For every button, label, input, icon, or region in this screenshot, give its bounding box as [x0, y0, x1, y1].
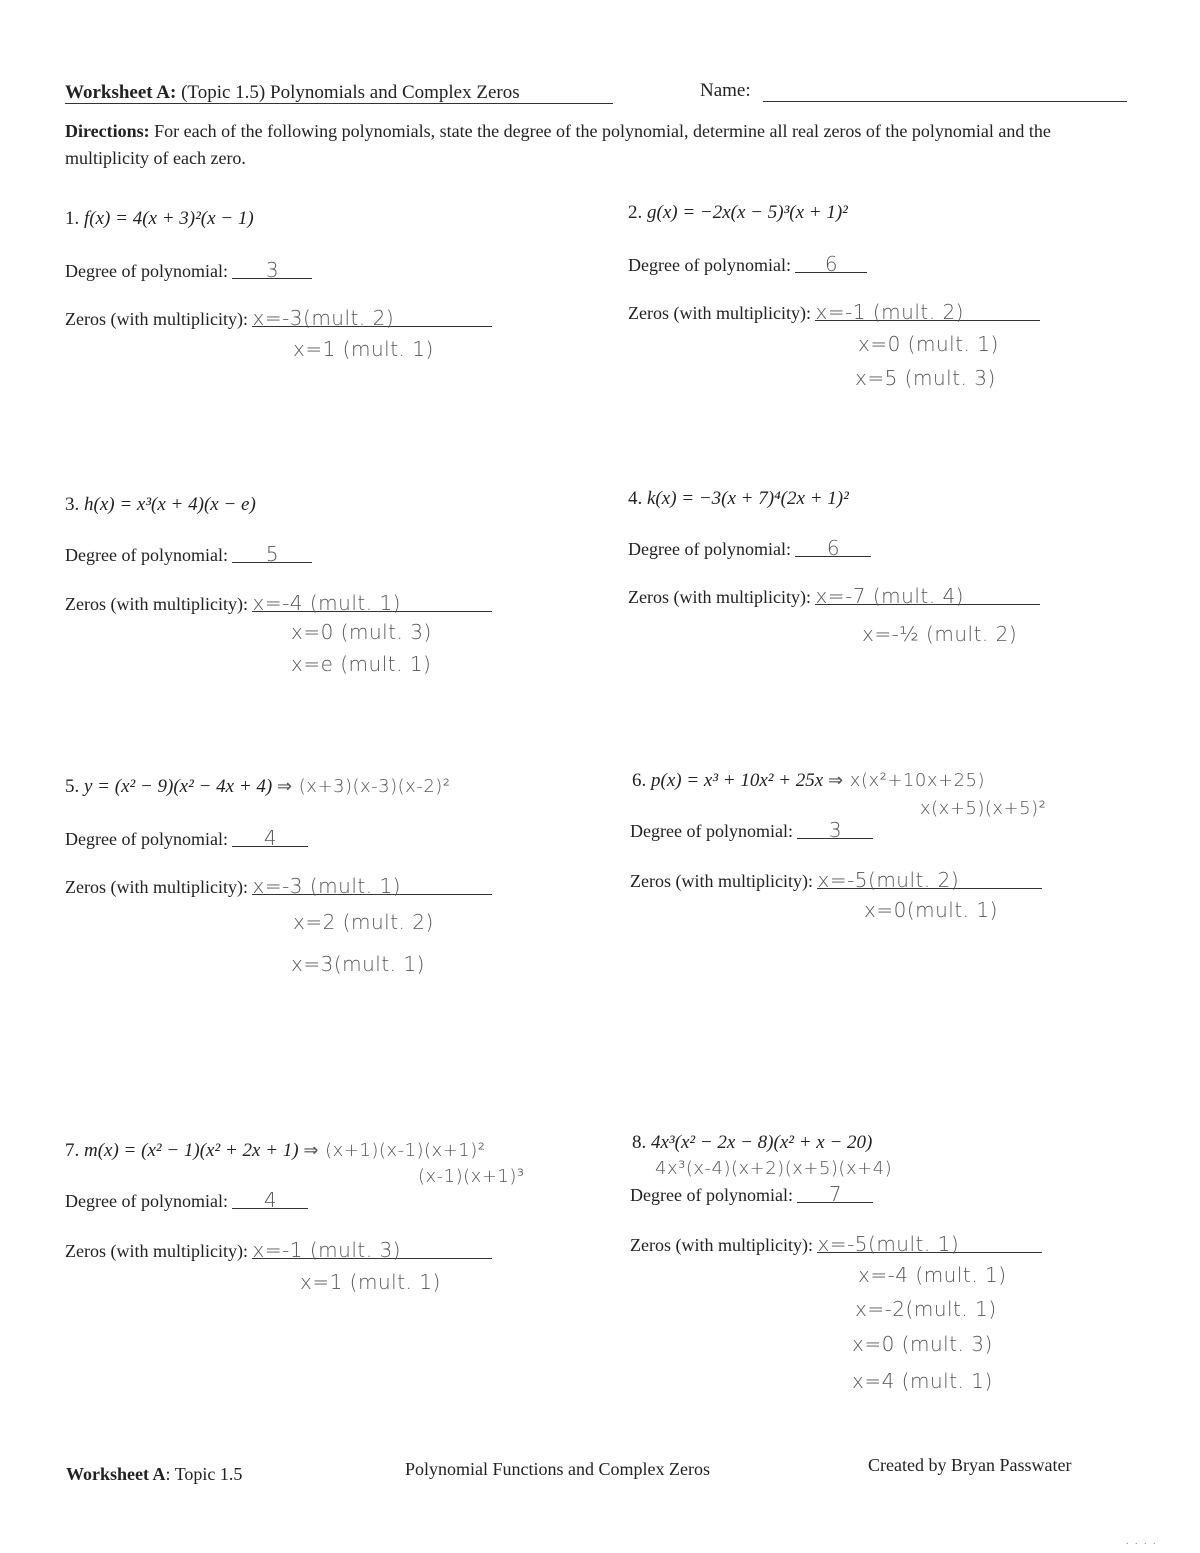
zeros-row [630, 868, 1042, 892]
directions [65, 118, 1095, 172]
degree-row [628, 536, 871, 560]
factored-work: 4x³(x-4)(x+2)(x+5)(x+4) [655, 1158, 893, 1179]
problem-number: 1. [65, 208, 80, 229]
zeros-label: Zeros (with multiplicity): [65, 594, 248, 614]
problem-expression: m(x) = (x² − 1)(x² + 2x + 1) [84, 1140, 299, 1161]
name-label: Name: [700, 80, 751, 101]
zeros-label: Zeros (with multiplicity): [65, 877, 248, 897]
problem-number: 8. [632, 1132, 647, 1153]
zero-answer: x=0(mult. 1) [864, 898, 998, 922]
problem-number: 4. [628, 488, 643, 509]
zero-answer: x=-2(mult. 1) [855, 1297, 997, 1321]
degree-answer[interactable]: 5 [232, 542, 312, 563]
zeros-label: Zeros (with multiplicity): [65, 309, 248, 329]
degree-label: Degree of polynomial: [65, 545, 228, 565]
zero-answer[interactable]: x=-1 (mult. 2) [815, 300, 1040, 321]
zeros-label: Zeros (with multiplicity): [628, 303, 811, 323]
footer-worksheet: Worksheet A [66, 1464, 166, 1484]
degree-row [630, 818, 873, 842]
degree-row [65, 1188, 308, 1212]
zeros-label: Zeros (with multiplicity): [628, 587, 811, 607]
zeros-row [630, 1232, 1042, 1256]
zero-answer[interactable]: x=-5(mult. 1) [817, 1232, 1042, 1253]
problem-expression: 4x³(x² − 2x − 8)(x² + x − 20) [651, 1132, 873, 1153]
problem-number: 7. [65, 1140, 80, 1161]
directions-text: For each of the following polynomials, state the degree of the polynomial, determine all real zeros of the polynomial and the multiplicity of each zero. [65, 121, 1051, 168]
degree-answer[interactable]: 6 [795, 252, 867, 273]
problem-5 [65, 776, 451, 798]
worksheet-header [65, 82, 520, 104]
degree-label: Degree of polynomial: [628, 539, 791, 559]
degree-answer[interactable]: 4 [232, 1188, 308, 1209]
degree-answer[interactable]: 6 [795, 536, 871, 557]
corner-dots: . . . . [1126, 1536, 1158, 1547]
zero-answer[interactable]: x=-7 (mult. 4) [815, 584, 1040, 605]
degree-label: Degree of polynomial: [630, 1185, 793, 1205]
factored-work: (x-1)(x+1)³ [418, 1166, 525, 1187]
zeros-row [628, 584, 1040, 608]
zero-answer: x=3(mult. 1) [291, 952, 425, 976]
zero-answer: x=1 (mult. 1) [300, 1270, 441, 1294]
zero-answer: x=0 (mult. 3) [291, 620, 432, 644]
degree-label: Degree of polynomial: [65, 261, 228, 281]
problem-expression: g(x) = −2x(x − 5)³(x + 1)² [647, 202, 848, 223]
factored-work: ⇒ (x+3)(x-3)(x-2)² [276, 776, 451, 797]
problem-4 [628, 488, 849, 510]
degree-answer[interactable]: 7 [797, 1182, 873, 1203]
zeros-row [65, 306, 492, 330]
zero-answer[interactable]: x=-3(mult. 2) [252, 306, 492, 327]
degree-label: Degree of polynomial: [65, 1191, 228, 1211]
directions-label: Directions: [65, 121, 150, 141]
worksheet-label: Worksheet A: [65, 82, 177, 103]
zero-answer[interactable]: x=-1 (mult. 3) [252, 1238, 492, 1259]
problem-expression: k(x) = −3(x + 7)⁴(2x + 1)² [647, 488, 849, 509]
factored-work: x(x+5)(x+5)² [920, 798, 1047, 819]
zero-answer: x=e (mult. 1) [291, 652, 432, 676]
degree-label: Degree of polynomial: [628, 255, 791, 275]
zero-answer: x=1 (mult. 1) [293, 337, 434, 361]
zero-answer: x=2 (mult. 2) [293, 910, 434, 934]
problem-1 [65, 208, 254, 230]
problem-expression: y = (x² − 9)(x² − 4x + 4) [84, 776, 273, 797]
zero-answer: x=5 (mult. 3) [855, 366, 996, 390]
zero-answer[interactable]: x=-5(mult. 2) [817, 868, 1042, 889]
zeros-row [65, 874, 492, 898]
problem-7 [65, 1140, 486, 1162]
degree-row [65, 826, 308, 850]
degree-row [628, 252, 867, 276]
problem-expression: p(x) = x³ + 10x² + 25x [651, 770, 824, 791]
problem-3 [65, 494, 256, 516]
problem-number: 6. [632, 770, 647, 791]
degree-answer[interactable]: 4 [232, 826, 308, 847]
footer-topic: : Topic 1.5 [165, 1464, 243, 1484]
degree-answer[interactable]: 3 [797, 818, 873, 839]
zeros-row [628, 300, 1040, 324]
zeros-label: Zeros (with multiplicity): [65, 1241, 248, 1261]
degree-label: Degree of polynomial: [65, 829, 228, 849]
problem-number: 3. [65, 494, 80, 515]
problem-expression: h(x) = x³(x + 4)(x − e) [84, 494, 256, 515]
name-field[interactable] [763, 101, 1127, 102]
footer-center: Polynomial Functions and Complex Zeros [405, 1459, 710, 1479]
problem-number: 5. [65, 776, 80, 797]
problem-6 [632, 770, 985, 792]
degree-row [65, 258, 312, 282]
worksheet-topic: (Topic 1.5) Polynomials and Complex Zeros [181, 82, 520, 103]
header-underline [65, 103, 613, 104]
zero-answer[interactable]: x=-3 (mult. 1) [252, 874, 492, 895]
factored-work: ⇒ x(x²+10x+25) [828, 770, 985, 791]
degree-answer[interactable]: 3 [232, 258, 312, 279]
zero-answer: x=0 (mult. 1) [858, 332, 999, 356]
zeros-label: Zeros (with multiplicity): [630, 871, 813, 891]
zero-answer: x=0 (mult. 3) [852, 1332, 993, 1356]
footer-credit: Created by Bryan Passwater [868, 1455, 1072, 1475]
problem-number: 2. [628, 202, 643, 223]
degree-row [65, 542, 312, 566]
zero-answer[interactable]: x=-4 (mult. 1) [252, 591, 492, 612]
zeros-label: Zeros (with multiplicity): [630, 1235, 813, 1255]
problem-expression: f(x) = 4(x + 3)²(x − 1) [84, 208, 254, 229]
zero-answer: x=4 (mult. 1) [852, 1369, 993, 1393]
degree-row [630, 1182, 873, 1206]
zero-answer: x=-½ (mult. 2) [862, 622, 1018, 646]
zeros-row [65, 1238, 492, 1262]
factored-work: ⇒ (x+1)(x-1)(x+1)² [303, 1140, 486, 1161]
degree-label: Degree of polynomial: [630, 821, 793, 841]
footer-left [66, 1464, 242, 1485]
problem-8 [632, 1132, 872, 1154]
zeros-row [65, 591, 492, 615]
zero-answer: x=-4 (mult. 1) [858, 1263, 1007, 1287]
problem-2 [628, 202, 848, 224]
